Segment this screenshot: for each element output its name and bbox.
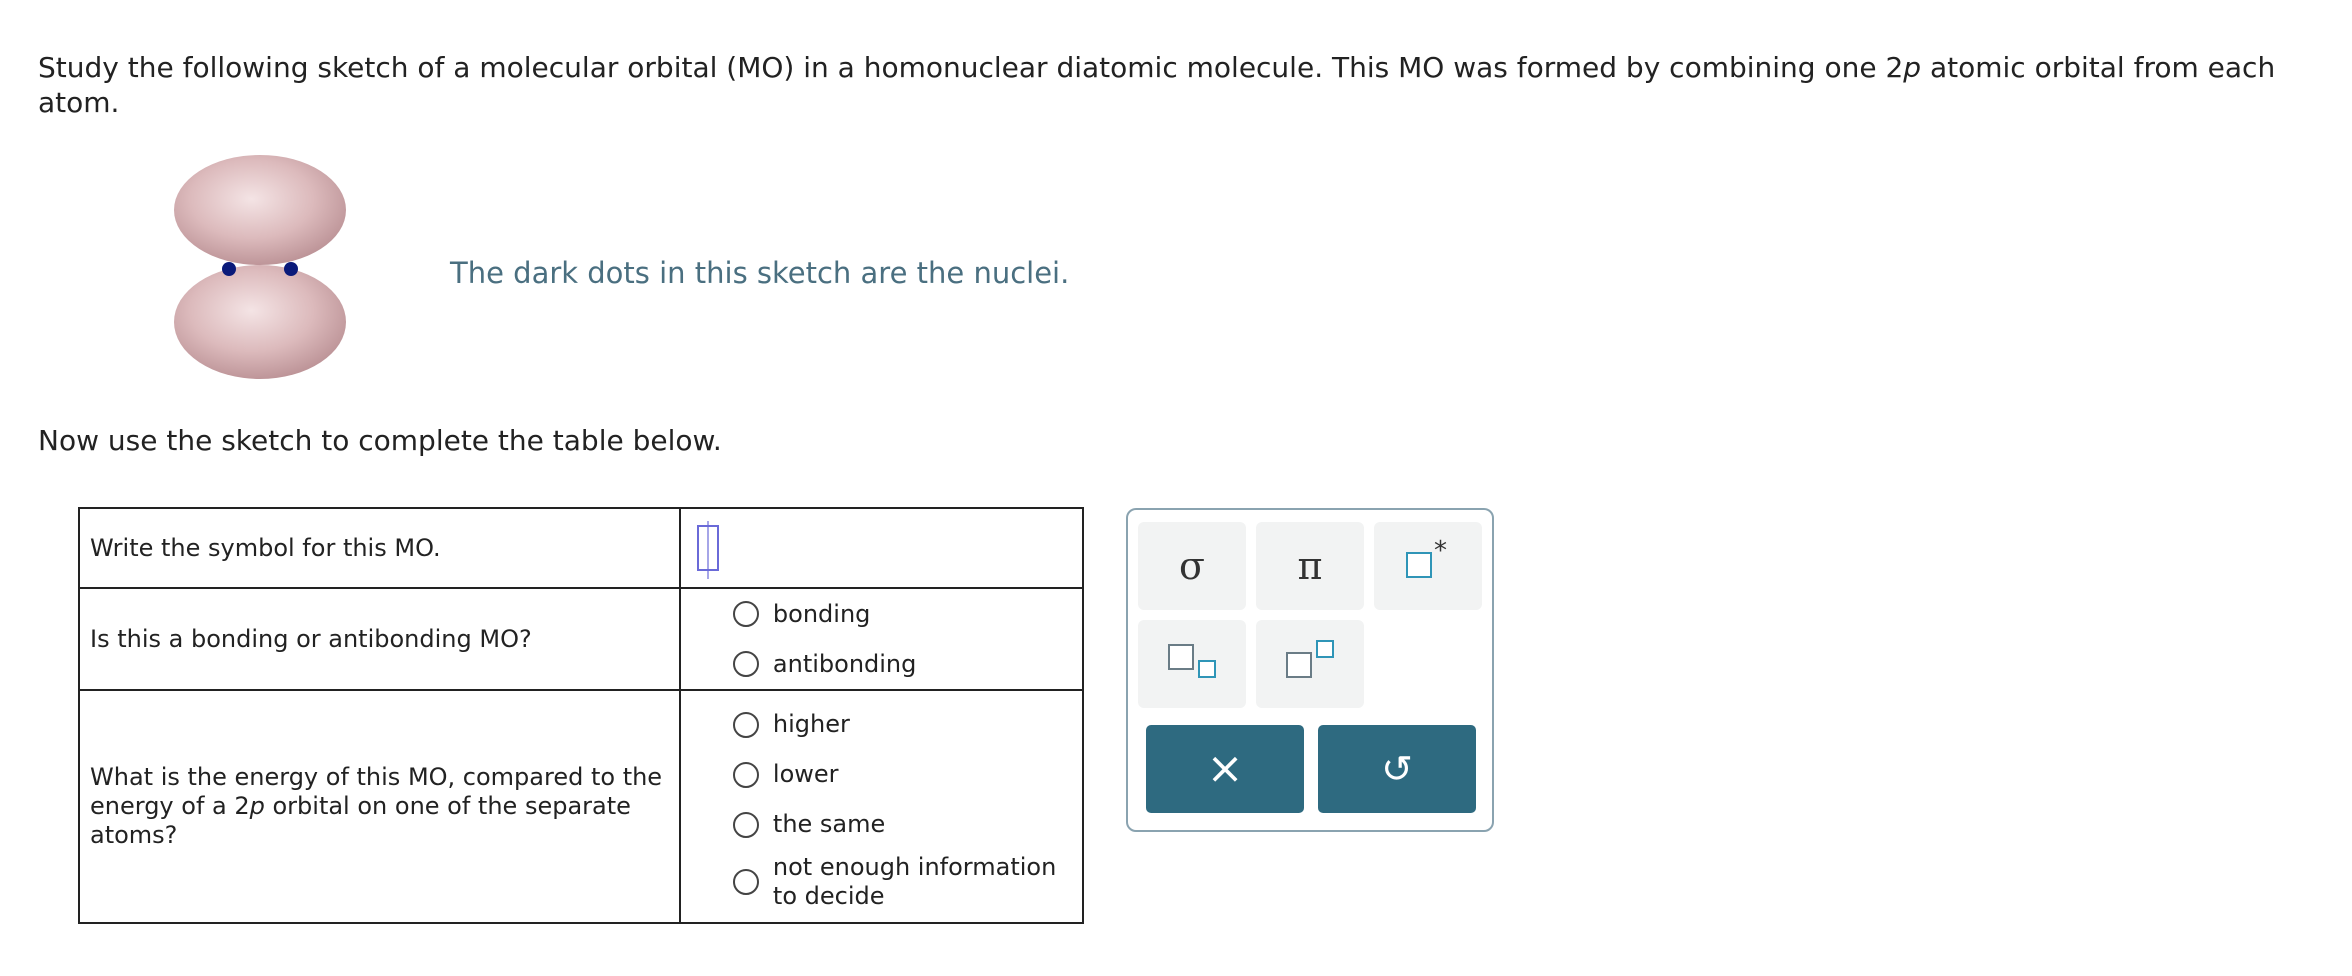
subscript-small-icon — [1198, 660, 1216, 678]
table-row-symbol — [79, 508, 1083, 588]
answer-cell-symbol — [680, 508, 1083, 588]
subscript-base-icon — [1168, 644, 1194, 670]
option-label-the-same: the same — [772, 810, 886, 838]
answer-cell-energy — [680, 690, 1083, 923]
superscript-base-icon — [1286, 652, 1312, 678]
pi-button[interactable] — [1256, 522, 1364, 610]
superscript-button[interactable] — [1256, 620, 1364, 708]
intro-text-italic-p: p — [1903, 51, 1922, 84]
option-label-bonding: bonding — [772, 599, 871, 628]
asterisk-icon: * — [1434, 536, 1447, 566]
question-bonding: Is this a bonding or antibonding MO? — [79, 588, 680, 690]
question-energy-part2: orbital on one of the separate atoms? — [90, 792, 631, 849]
intro-text-part1: Study the following sketch of a molecular orbital (MO) in a homonuclear diatomic molecule. This MO was formed by combining one 2 — [38, 51, 1904, 84]
clear-button[interactable] — [1146, 725, 1304, 813]
nucleus-right — [284, 262, 298, 276]
star-superscript-button[interactable] — [1374, 522, 1482, 610]
table-row-bonding — [79, 588, 1083, 690]
lower-lobe — [174, 265, 346, 379]
question-energy-part1: What is the energy of this MO, compared to the energy of a 2 — [90, 763, 663, 820]
upper-lobe — [174, 155, 346, 265]
nucleus-left — [222, 262, 236, 276]
answer-cell-bonding — [680, 588, 1083, 690]
mo-sketch-image — [165, 150, 355, 385]
undo-button[interactable] — [1318, 725, 1476, 813]
radio-bonding[interactable] — [733, 601, 759, 627]
undo-icon: ↺ — [1381, 747, 1413, 791]
pi-symbol: π — [1297, 544, 1323, 588]
sigma-symbol: σ — [1179, 544, 1205, 588]
intro-text — [38, 50, 2328, 120]
radio-antibonding[interactable] — [733, 651, 759, 677]
square-placeholder-icon — [1406, 552, 1432, 578]
radio-lower[interactable] — [733, 762, 759, 788]
radio-the-same[interactable] — [733, 812, 759, 838]
option-not-enough-info[interactable] — [681, 850, 1082, 914]
intro-text-part2: atomic orbital from each atom. — [38, 51, 2276, 119]
question-energy-italic-p: p — [249, 792, 265, 820]
question-symbol: Write the symbol for this MO. — [79, 508, 680, 588]
option-bonding[interactable] — [681, 589, 1082, 639]
table-row-energy — [79, 690, 1083, 923]
symbol-answer-input[interactable] — [697, 525, 719, 571]
option-antibonding[interactable] — [681, 639, 1082, 689]
option-higher[interactable] — [681, 700, 1082, 750]
symbol-palette — [1126, 508, 1494, 832]
subscript-button[interactable] — [1138, 620, 1246, 708]
sigma-button[interactable] — [1138, 522, 1246, 610]
table-instruction: Now use the sketch to complete the table below. — [38, 424, 722, 457]
superscript-small-icon — [1316, 640, 1334, 658]
option-label-higher: higher — [772, 710, 850, 738]
close-icon: × — [1206, 743, 1244, 794]
option-the-same[interactable] — [681, 800, 1082, 850]
radio-not-enough-info[interactable] — [733, 869, 759, 895]
question-energy — [79, 690, 680, 923]
option-lower[interactable] — [681, 750, 1082, 800]
option-label-lower: lower — [772, 760, 839, 788]
nuclei-note: The dark dots in this sketch are the nuclei. — [450, 256, 1070, 290]
option-label-not-enough-info: not enough information to decide — [772, 852, 1057, 910]
option-label-antibonding: antibonding — [772, 649, 917, 678]
radio-higher[interactable] — [733, 712, 759, 738]
mo-answer-table — [78, 507, 1084, 924]
